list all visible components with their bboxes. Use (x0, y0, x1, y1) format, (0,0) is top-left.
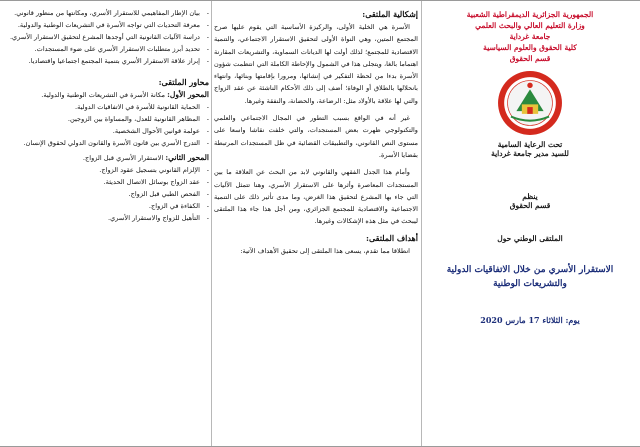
problem-paragraph: الأسرة هي الخلية الأولى، والركيزة الأساسية التي يقوم عليها صرح المجتمع المتين، وهي النواة الأولى لتحقيق الاستقرار الاجتماعي، والتنمية الاقتصادية للمجتمع؛ لذلك أولت لها الديانات السماوية، والتشريعات المقارنة اهتماما بالغا، ويتجلى هذا في الشمول والإحاطة الكاملة التي انتظمت شؤون الأسرة بدءا من لحظة التفكير في إنشائها، ومرورا بإقامتها وبنائها، وانتهاء بانحلالها بالطلاق أو الوفاة؛ أضف إلى ذلك الأحكام الناشئة عن عقد الزواج والتي لها علاقة بالأولاد مثل: الرضاعة، والحضانة، والنفقة وغيرها. (214, 23, 418, 105)
ministry-name: وزارة التعليم العالي والبحث العلمي (475, 21, 585, 30)
goal-item: - معرفة التحديات التي تواجه الأسرة في التشريعات الوطنية والدولية. (4, 19, 209, 31)
axis-two-item: - التأهيل للزواج والاستقرار الأسري. (4, 212, 209, 224)
middle-panel (214, 5, 418, 443)
organizer-label: ينظم (522, 192, 538, 201)
cover-panel (424, 5, 636, 443)
goal-item: - دراسة الآليات القانونية التي أوجدها المشرع لتحقيق الاستقرار الأسري. (4, 31, 209, 43)
event-title: الاستقرار الأسري من خلال الاتفاقيات الدولية والتشريعات الوطنية (446, 265, 614, 289)
goal-item: - بيان الإطار المفاهيمي للاستقرار الأسري، ومكانتها من منظور قانوني. (4, 7, 209, 19)
axis-two-item: - الإلزام القانوني بتسجيل عقود الزواج. (4, 164, 209, 176)
axis-two-text: الاستقرار الأسري قبل الزواج. (82, 154, 164, 162)
fold-divider-left (211, 1, 212, 446)
university-name: جامعة غرداية (509, 32, 551, 41)
axis-two-label: المحور الثاني: (165, 153, 209, 162)
organizer-name: قسم الحقوق (509, 201, 551, 210)
axis-one-label: المحور الأول: (167, 90, 209, 99)
goals-list (4, 7, 209, 67)
axis-two-heading (4, 152, 209, 164)
problem-paragraph: غير أنه في الواقع بسبب التطور في المجال الاجتماعي والعلمي والتكنولوجي ظهرت بعض المستجدات، والتي خلفت نقاشا واسعا على مستوى النص القانوني، والتطبيقات القضائية في ظل المستجدات المرتبطة بقضايا الأسرة. (214, 114, 418, 159)
axis-two-item: - عقد الزواج بوسائل الاتصال الحديثة. (4, 176, 209, 188)
faculty-name: كلية الحقوق والعلوم السياسية (483, 43, 577, 52)
fold-divider-right (421, 1, 422, 446)
problem-paragraph: وأمام هذا الجدل الفقهي والقانوني لابد من البحث عن العلاقة ما بين المستجدات المعاصرة وأثرها على الاستقرار الأسري، وهنا تتمثل الآليات التي جاء بها المشرع لتحقيق هذا الغرض، وما مدى تأثير ذلك على التنمية الاجتماعية والاقتصادية للمجتمع الجزائري، ومن أجل هذا جاء هذا الملتقى ليبحث في مثل هذه الإشكالات وغيرها. (214, 168, 418, 226)
axis-one-item: - الحماية القانونية للأسرة في الاتفاقيات الدولية. (4, 101, 209, 113)
event-date: يوم: الثلاثاء 17 مارس 2020 (480, 315, 580, 325)
university-logo-icon (496, 69, 564, 137)
goals-intro: انطلاقا مما تقدم، يسعى هذا الملتقى إلى تحقيق الأهداف الآتية: (240, 246, 410, 255)
patronage-label: تحت الرعاية السامية (497, 140, 563, 149)
patron-name: للسيد مدير جامعة غرداية (491, 149, 569, 158)
axis-two-item: - الكفاءة في الزواج. (4, 200, 209, 212)
institution-header (424, 9, 636, 64)
axis-one-item: - المظاهر القانونية للعدل، والمساواة بين الزوجين. (4, 113, 209, 125)
axis-one-heading (4, 89, 209, 101)
republic-name: الجمهورية الجزائرية الديمقراطية الشعبية (466, 10, 594, 19)
goal-item: - تحديد أبرز متطلبات الاستقرار الأسري على ضوء المستجدات. (4, 43, 209, 55)
axis-two-item: - الفحص الطبي قبل الزواج. (4, 188, 209, 200)
goal-item: - إبراز علاقة الاستقرار الأسري بتنمية المجتمع اجتماعيا واقتصاديا. (4, 55, 209, 67)
department-name: قسم الحقوق (509, 54, 551, 63)
problem-title: إشكالية الملتقى: (362, 9, 418, 19)
axes-title: محاور الملتقى: (158, 77, 209, 87)
axis-one-list (4, 101, 209, 149)
left-panel (4, 5, 209, 443)
goals-title: أهداف الملتقى: (366, 232, 418, 243)
axis-one-text: مكانة الأسرة في التشريعات الوطنية والدولية. (41, 91, 166, 99)
axis-one-item: - عولمة قوانين الأحوال الشخصية. (4, 125, 209, 137)
event-type: الملتقى الوطني حول (497, 234, 563, 243)
axis-one-item: - التدرج الأسري بين قانون الأسرة والقانون الدولي لحقوق الإنسان. (4, 137, 209, 149)
axis-two-list (4, 164, 209, 224)
